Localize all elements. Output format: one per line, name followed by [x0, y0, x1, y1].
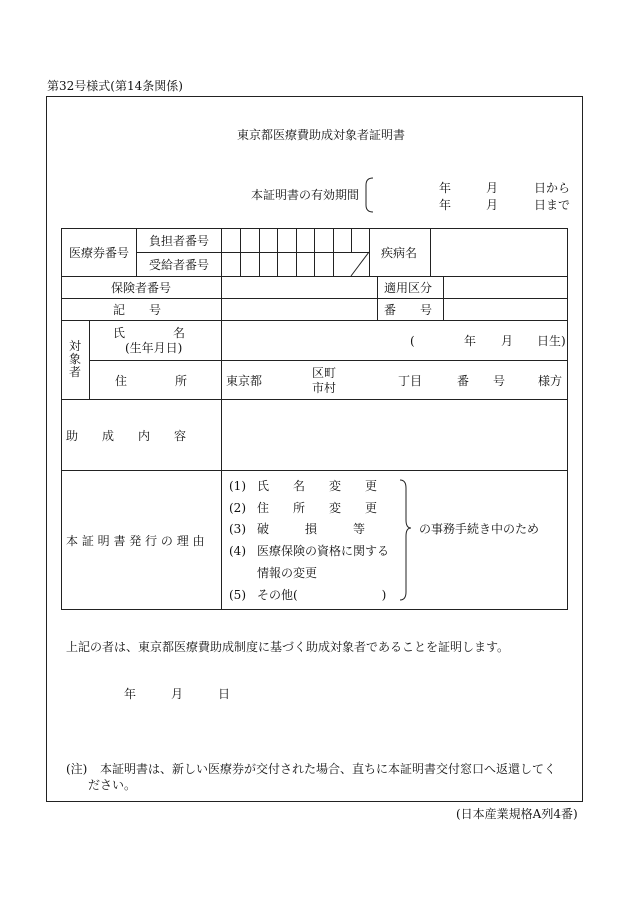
- validity-from-day: 日から: [534, 181, 571, 195]
- reason-label: 本 証 明 書 発 行 の 理 由: [66, 534, 205, 548]
- date-month: 月: [171, 687, 184, 701]
- name-label: 氏 名: [113, 326, 186, 340]
- form-title: 東京都医療費助成対象者証明書: [237, 128, 406, 142]
- date-year: 年: [124, 687, 137, 701]
- birth-day: 日生): [537, 334, 566, 348]
- reason-4-text: 医療保険の資格に関する: [257, 544, 390, 558]
- medical-ticket-no-label: 医療券番号: [69, 246, 130, 260]
- in-process-label: の事務手続き中のため: [419, 522, 540, 536]
- reason-5-num: (5): [229, 588, 246, 602]
- validity-until-year: 年: [439, 198, 452, 212]
- reason-4-num: (4): [229, 544, 246, 558]
- subject-label: 対象者: [68, 339, 81, 379]
- banchi-label: 番: [457, 374, 470, 388]
- date-day: 日: [218, 687, 231, 701]
- chome-label: 丁目: [398, 374, 423, 388]
- reason-1-text: 氏 名 変 更: [257, 479, 378, 493]
- note-line-1: 本証明書は、新しい医療券が交付された場合、直ちに本証明書交付窓口へ返還してく: [100, 762, 557, 776]
- birth-open: (: [410, 334, 415, 348]
- reason-3-text: 破 損 等: [257, 522, 366, 536]
- disease-name-label: 疾病名: [381, 246, 418, 260]
- category-label: 適用区分: [384, 281, 433, 295]
- sama-label: 様方: [538, 374, 563, 388]
- address-label: 住 所: [115, 374, 188, 388]
- ward-town-label: 区町: [312, 366, 337, 380]
- number-label: 番 号: [384, 303, 433, 317]
- certification-text: 上記の者は、東京都医療費助成制度に基づく助成対象者であることを証明します。: [66, 640, 510, 654]
- symbol-label: 記 号: [113, 303, 162, 317]
- validity-until-month: 月: [486, 198, 499, 212]
- note-prefix: (注): [66, 762, 88, 776]
- reason-1-num: (1): [229, 479, 246, 493]
- validity-until-day: 日まで: [534, 198, 571, 212]
- tokyo-label: 東京都: [226, 374, 263, 388]
- validity-from-year: 年: [439, 181, 452, 195]
- go-label: 号: [493, 374, 506, 388]
- insurer-no-label: 保険者番号: [111, 281, 172, 295]
- reason-4-text-cont: 情報の変更: [257, 566, 318, 580]
- payer-no-label: 負担者番号: [149, 234, 210, 248]
- footer-standard: (日本産業規格A列4番): [456, 807, 578, 821]
- form-number: 第32号様式(第14条関係): [47, 79, 183, 93]
- reason-2-num: (2): [229, 501, 246, 515]
- validity-label: 本証明書の有効期間: [251, 188, 360, 202]
- reason-3-num: (3): [229, 522, 246, 536]
- validity-from-month: 月: [486, 181, 499, 195]
- aid-content-label: 助 成 内 容: [66, 429, 187, 443]
- reason-2-text: 住 所 変 更: [257, 501, 378, 515]
- birth-month: 月: [501, 334, 514, 348]
- note-line-2: ださい。: [88, 778, 137, 792]
- city-village-label: 市村: [312, 381, 337, 395]
- birth-label: (生年月日): [125, 341, 183, 355]
- birth-year: 年: [464, 334, 477, 348]
- recipient-no-label: 受給者番号: [149, 258, 210, 272]
- reason-5-text: その他( ): [257, 588, 387, 602]
